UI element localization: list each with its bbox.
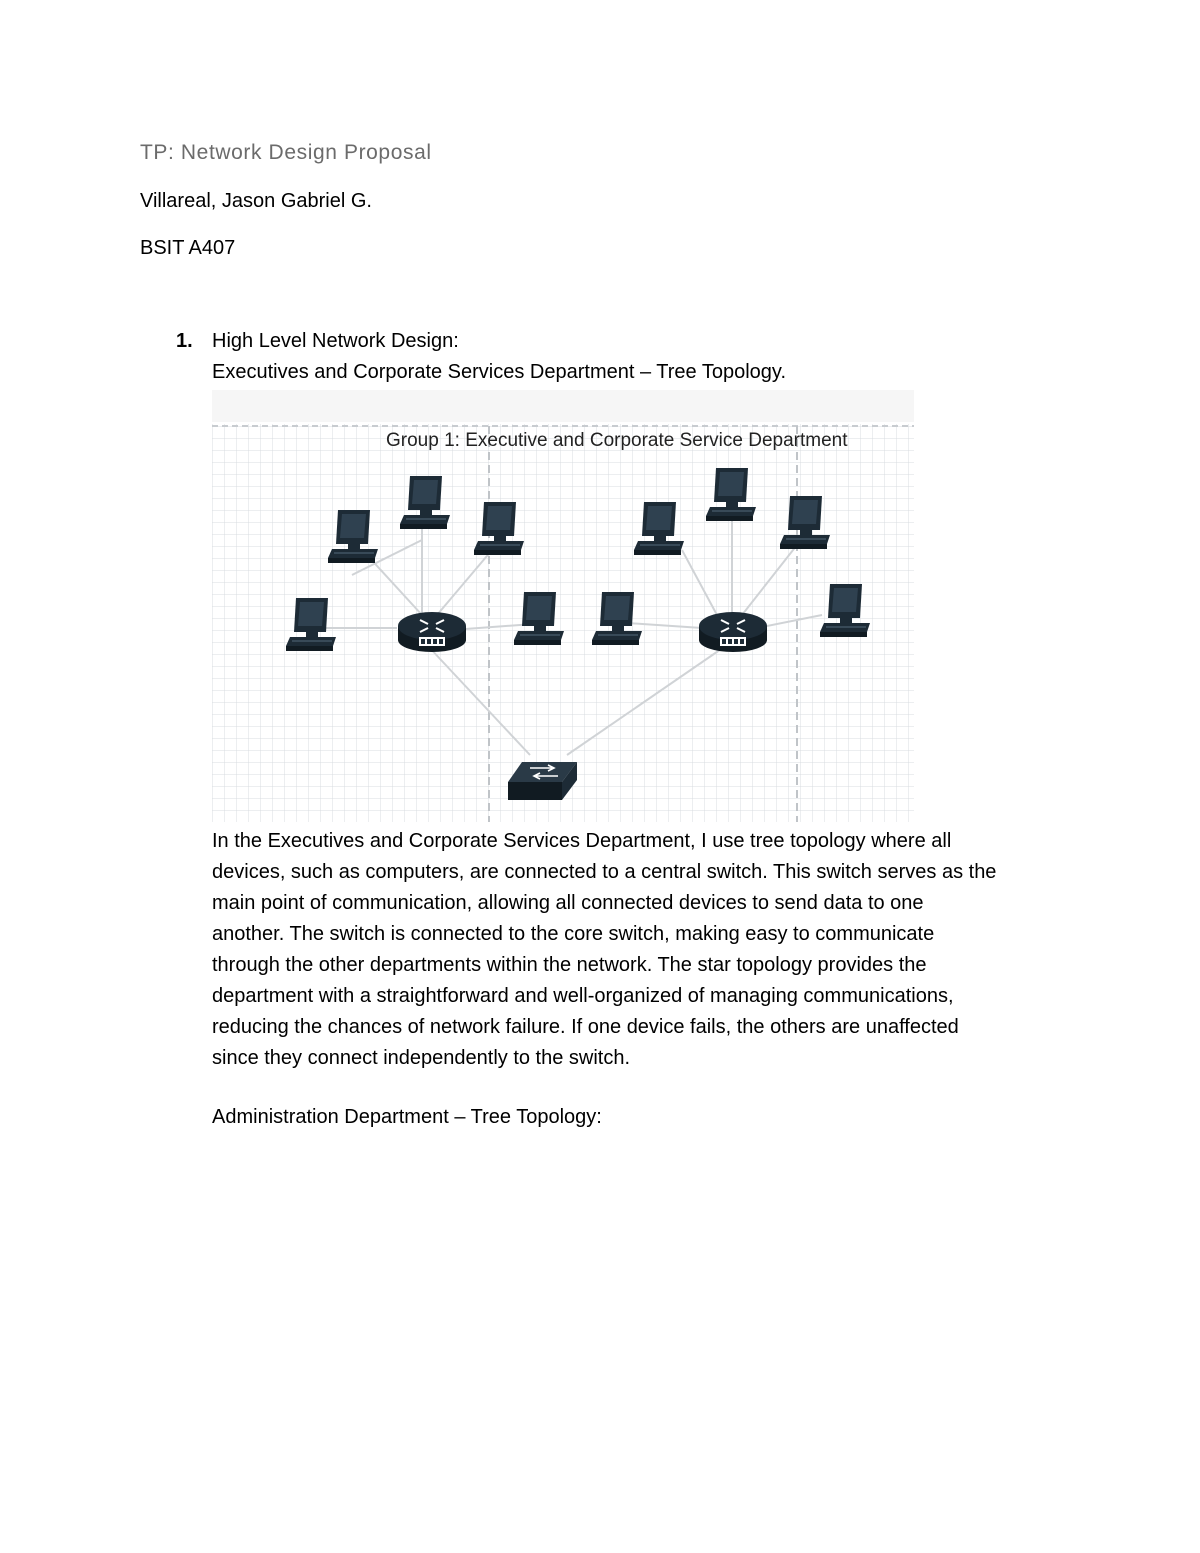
class-section: BSIT A407 (140, 237, 236, 259)
diagram-title: Group 1: Executive and Corporate Service Department (386, 430, 848, 451)
paragraph-line: In the Executives and Corporate Services Department, I use tree topology where all (212, 830, 952, 852)
paragraph-line: main point of communication, allowing all connected devices to send data to one (212, 892, 924, 914)
network-diagram (212, 390, 914, 822)
list-number: 1. (176, 330, 193, 352)
paragraph-line: since they connect independently to the switch. (212, 1047, 631, 1069)
paragraph-line: devices, such as computers, are connected to a central switch. This switch serves as the (212, 861, 997, 883)
admin-department-heading: Administration Department – Tree Topology: (212, 1106, 602, 1128)
author-name: Villareal, Jason Gabriel G. (140, 190, 372, 212)
department-description (212, 826, 1062, 1074)
paragraph-line: department with a straightforward and well-organized of managing communications, (212, 985, 954, 1007)
document-title: TP: Network Design Proposal (140, 141, 432, 164)
list-heading: High Level Network Design: (212, 330, 459, 352)
department-heading: Executives and Corporate Services Department – Tree Topology. (212, 361, 787, 383)
paragraph-line: another. The switch is connected to the core switch, making easy to communicate (212, 923, 935, 945)
paragraph-line: reducing the chances of network failure. If one device fails, the others are unaffected (212, 1016, 959, 1038)
paragraph-line: through the other departments within the network. The star topology provides the (212, 954, 927, 976)
